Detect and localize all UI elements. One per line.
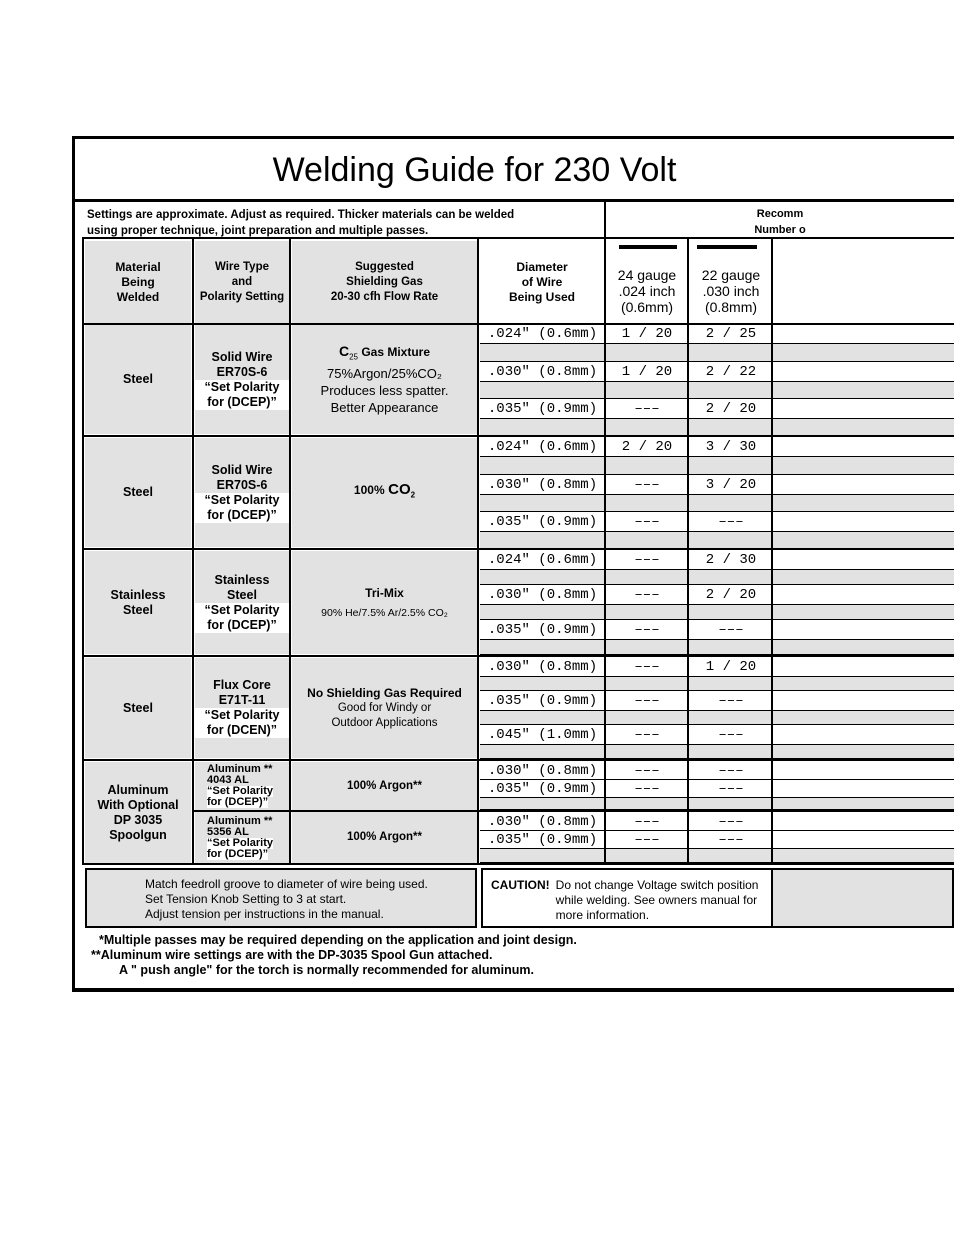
row-rule: [480, 690, 954, 691]
gas-cell: [292, 325, 477, 434]
material-label: DP 3035: [113, 812, 163, 827]
header-text: Being: [121, 274, 155, 289]
row-rule: [480, 830, 954, 831]
gas-text: C: [338, 342, 350, 359]
material-label: Stainless: [110, 587, 166, 602]
material-cell: [85, 551, 191, 654]
wire-diameter: .024" (0.6mm): [487, 552, 598, 568]
row-band: [480, 419, 954, 436]
material-label: Steel: [123, 372, 153, 386]
row-band: [480, 495, 954, 512]
caution-text: Do not change Voltage switch position: [555, 878, 759, 892]
gas-cell: [292, 762, 477, 810]
grid-line: [687, 237, 689, 865]
gas-cell: [292, 658, 477, 758]
header-text: Being Used: [508, 289, 575, 304]
wire-cell: [195, 551, 289, 654]
setting-22-gauge: –––: [718, 693, 744, 709]
setting-24-gauge: –––: [634, 727, 660, 743]
header-text: Suggested: [355, 260, 414, 273]
row-band: [480, 605, 954, 619]
gas-text: Outdoor Applications: [331, 716, 438, 729]
header-text: of Wire: [521, 274, 563, 289]
row-rule: [480, 779, 954, 780]
wire-text: for (DCEP)”: [195, 618, 289, 633]
wire-text: “Set Polarity: [195, 380, 289, 395]
row-band: [480, 677, 954, 690]
header-text: Shielding Gas: [346, 275, 423, 288]
grid-line: [82, 759, 954, 761]
wire-text: Flux Core: [213, 678, 271, 692]
wire-text: for (DCEP)”: [195, 395, 289, 410]
header-text: (0.6mm): [620, 299, 674, 315]
material-label: With Optional: [97, 797, 179, 812]
row-rule: [480, 604, 954, 605]
row-band: [480, 532, 954, 549]
material-cell: [85, 762, 191, 863]
grid-line: [192, 237, 194, 865]
header-text: 24 gauge: [617, 267, 677, 283]
caution-text: more information.: [555, 908, 650, 922]
setting-24-gauge: –––: [634, 832, 660, 848]
wire-cell: [195, 658, 289, 758]
grid-line: [82, 237, 84, 865]
wire-text: Solid Wire: [211, 462, 273, 477]
setting-24-gauge: –––: [634, 587, 660, 603]
wire-text: Aluminum **: [207, 763, 273, 775]
setting-24-gauge: –––: [634, 659, 660, 675]
setting-22-gauge: –––: [718, 781, 744, 797]
grid-line: [82, 435, 954, 437]
grid-line: [771, 237, 773, 865]
material-label: Steel: [123, 485, 153, 499]
material-label: Steel: [123, 700, 153, 715]
wire-diameter: .024" (0.6mm): [487, 439, 598, 455]
gas-text: 100%: [353, 483, 385, 498]
material-label: Steel: [123, 602, 153, 617]
gas-text: CO: [388, 481, 411, 499]
setting-24-gauge: –––: [634, 552, 660, 568]
setting-22-gauge: –––: [718, 763, 744, 779]
gauge-bar-22: [697, 245, 757, 249]
wire-text: for (DCEP)”: [207, 847, 269, 860]
header-22-gauge: [690, 259, 772, 323]
row-rule: [480, 511, 954, 512]
row-band: [480, 849, 954, 862]
wire-text: Aluminum **: [207, 814, 273, 827]
feedroll-note-box: [85, 868, 477, 928]
gas-cell: [292, 812, 477, 863]
footnote: A " push angle" for the torch is normally recommended for aluminum.: [119, 963, 534, 977]
gas-text: Better Appearance: [330, 400, 439, 416]
grid-line: [82, 237, 606, 239]
row-band: [480, 457, 954, 474]
row-band: [480, 344, 954, 361]
row-band: [480, 798, 954, 809]
footnote: *Multiple passes may be required depending on the application and joint design.: [99, 933, 577, 947]
row-rule: [480, 619, 954, 620]
setting-22-gauge: 3 / 20: [705, 476, 757, 493]
grid-line: [604, 237, 606, 865]
wire-diameter: .030" (0.8mm): [487, 587, 598, 603]
caution-label: CAUTION!: [491, 878, 550, 892]
feedroll-note: Adjust tension per instructions in the manual.: [145, 907, 384, 921]
wire-diameter: .035" (0.9mm): [487, 781, 598, 797]
page-title: Welding Guide for 230 Volt: [75, 139, 954, 202]
gas-text: Produces less spatter.: [320, 383, 449, 399]
wire-diameter: .035" (0.9mm): [487, 832, 598, 848]
grid-line: [82, 863, 954, 865]
wire-cell: [195, 325, 289, 434]
header-material: [85, 241, 191, 323]
wire-text: for (DCEP)”: [207, 796, 269, 808]
row-rule: [480, 343, 954, 344]
settings-note-line2: using proper technique, joint preparation and multiple passes.: [87, 225, 429, 237]
row-rule: [480, 848, 954, 849]
row-rule: [480, 584, 954, 585]
grid-line: [82, 323, 954, 325]
row-rule: [480, 676, 954, 677]
material-label: Aluminum: [107, 782, 169, 797]
row-rule: [480, 569, 954, 570]
setting-22-gauge: 1 / 20: [705, 659, 757, 675]
setting-24-gauge: –––: [634, 693, 660, 709]
welding-guide-sheet: [72, 136, 954, 992]
header-text: Wire Type: [214, 260, 269, 273]
header-text: .030 inch: [702, 283, 760, 299]
wire-diameter: .024" (0.6mm): [487, 326, 598, 342]
setting-22-gauge: 3 / 30: [705, 439, 757, 455]
row-band: [480, 382, 954, 399]
setting-22-gauge: –––: [718, 514, 744, 530]
setting-24-gauge: –––: [634, 622, 660, 638]
gas-text: 100% Argon**: [347, 779, 422, 792]
blank-box: [771, 868, 954, 928]
setting-24-gauge: 1 / 20: [621, 326, 673, 342]
wire-text: for (DCEP)”: [195, 508, 289, 523]
header-text: .024 inch: [618, 283, 676, 299]
row-rule: [480, 797, 954, 798]
setting-24-gauge: 2 / 20: [621, 439, 673, 455]
setting-24-gauge: –––: [634, 763, 660, 779]
header-text: and: [231, 275, 253, 288]
setting-22-gauge: –––: [718, 727, 744, 743]
wire-diameter: .030" (0.8mm): [487, 476, 598, 493]
header-text: Welded: [116, 289, 160, 304]
wire-text: Stainless: [214, 572, 270, 587]
header-shielding-gas: [292, 241, 477, 323]
setting-22-gauge: 2 / 20: [705, 401, 757, 417]
row-rule: [480, 531, 954, 532]
header-wire-type: [195, 241, 289, 323]
wire-cell: [195, 812, 289, 863]
row-rule: [480, 398, 954, 399]
setting-24-gauge: –––: [634, 476, 660, 493]
row-rule: [480, 744, 954, 745]
caution-text: while welding. See owners manual for: [555, 893, 758, 907]
wire-text: 4043 AL: [207, 774, 249, 786]
divider: [604, 237, 954, 239]
row-rule: [480, 474, 954, 475]
wire-diameter: .030" (0.8mm): [487, 814, 598, 830]
wire-text: for (DCEN)”: [195, 723, 289, 738]
footnotes: [91, 933, 699, 978]
feedroll-note: Match feedroll groove to diameter of wire being used.: [145, 877, 428, 891]
gas-cell: [292, 551, 477, 654]
setting-22-gauge: 2 / 20: [705, 587, 757, 603]
header-text: (0.8mm): [704, 299, 758, 315]
row-band: [480, 711, 954, 724]
wire-text: ER70S-6: [216, 477, 268, 492]
wire-text: “Set Polarity: [207, 836, 274, 849]
gas-cell: [292, 438, 477, 547]
wire-diameter: .045" (1.0mm): [487, 727, 598, 743]
setting-22-gauge: 2 / 22: [705, 363, 757, 380]
setting-24-gauge: –––: [634, 814, 660, 830]
gas-text: Good for Windy or: [337, 701, 432, 714]
setting-24-gauge: –––: [634, 514, 660, 530]
recommend-line1: Recomm: [756, 208, 804, 220]
wire-text: 5356 AL: [207, 825, 249, 838]
grid-line: [82, 655, 954, 657]
gas-text: 25: [349, 352, 358, 362]
row-rule: [480, 710, 954, 711]
setting-24-gauge: –––: [634, 401, 660, 417]
gas-text: Gas Mixture: [358, 344, 431, 359]
wire-text: “Set Polarity: [195, 493, 289, 508]
setting-22-gauge: 2 / 25: [705, 326, 757, 342]
setting-22-gauge: –––: [718, 622, 744, 638]
gas-text: 90% He/7.5% Ar/2.5% CO₂: [321, 606, 448, 619]
wire-text: Steel: [227, 587, 257, 602]
row-rule: [480, 381, 954, 382]
settings-note-line1: Settings are approximate. Adjust as required. Thicker materials can be welded: [87, 209, 515, 221]
header-text: 22 gauge: [701, 267, 761, 283]
row-rule: [480, 361, 954, 362]
wire-diameter: .030" (0.8mm): [487, 363, 598, 380]
footnote: **Aluminum wire settings are with the DP-3035 Spool Gun attached.: [91, 948, 493, 962]
setting-24-gauge: 1 / 20: [621, 363, 673, 380]
gas-text: 2: [410, 490, 416, 500]
setting-22-gauge: –––: [718, 832, 744, 848]
gauge-bar-24: [619, 245, 677, 249]
header-text: Material: [115, 259, 161, 274]
wire-diameter: .035" (0.9mm): [487, 622, 598, 638]
row-band: [480, 745, 954, 758]
row-rule: [480, 494, 954, 495]
row-band: [480, 640, 954, 654]
wire-diameter: .030" (0.8mm): [487, 659, 598, 675]
material-cell: [85, 658, 191, 758]
wire-text: “Set Polarity: [195, 603, 289, 618]
grid-line: [82, 548, 954, 550]
material-cell: [85, 438, 191, 547]
recommend-heading: [606, 206, 954, 238]
material-cell: [85, 325, 191, 434]
header-diameter: [480, 241, 604, 323]
gas-text: Tri-Mix: [365, 585, 404, 600]
setting-22-gauge: 2 / 30: [705, 552, 757, 568]
row-rule: [480, 456, 954, 457]
gas-text: 75%Argon/25%CO₂: [327, 366, 442, 382]
wire-text: E71T-11: [218, 693, 266, 707]
row-rule: [480, 639, 954, 640]
recommend-line2: Number o: [754, 224, 806, 236]
header-text: 20-30 cfh Flow Rate: [330, 290, 439, 303]
row-rule: [480, 418, 954, 419]
row-rule: [480, 724, 954, 725]
wire-diameter: .035" (0.9mm): [487, 693, 598, 709]
wire-cell: [195, 762, 289, 810]
grid-line: [289, 237, 291, 865]
wire-text: “Set Polarity: [207, 785, 274, 797]
setting-24-gauge: –––: [634, 781, 660, 797]
grid-line: [477, 237, 479, 865]
setting-22-gauge: –––: [718, 814, 744, 830]
wire-text: “Set Polarity: [195, 708, 289, 723]
caution-box: [481, 868, 773, 928]
wire-diameter: .030" (0.8mm): [487, 763, 598, 779]
settings-note: [87, 207, 607, 239]
gas-text: 100% Argon**: [347, 831, 422, 843]
row-band: [480, 570, 954, 584]
header-text: Diameter: [516, 259, 568, 274]
header-24-gauge: [606, 259, 688, 323]
wire-text: Solid Wire: [211, 349, 273, 364]
gas-text: No Shielding Gas Required: [307, 685, 462, 700]
wire-text: ER70S-6: [216, 364, 268, 379]
material-label: Spoolgun: [109, 827, 167, 842]
wire-cell: [195, 438, 289, 547]
feedroll-note: Set Tension Knob Setting to 3 at start.: [145, 892, 347, 906]
gas-title: [339, 343, 430, 366]
wire-diameter: .035" (0.9mm): [487, 401, 598, 417]
grid-line: [192, 810, 954, 812]
header-text: Polarity Setting: [199, 290, 285, 303]
wire-diameter: .035" (0.9mm): [487, 514, 598, 530]
gas-title: [354, 482, 415, 503]
